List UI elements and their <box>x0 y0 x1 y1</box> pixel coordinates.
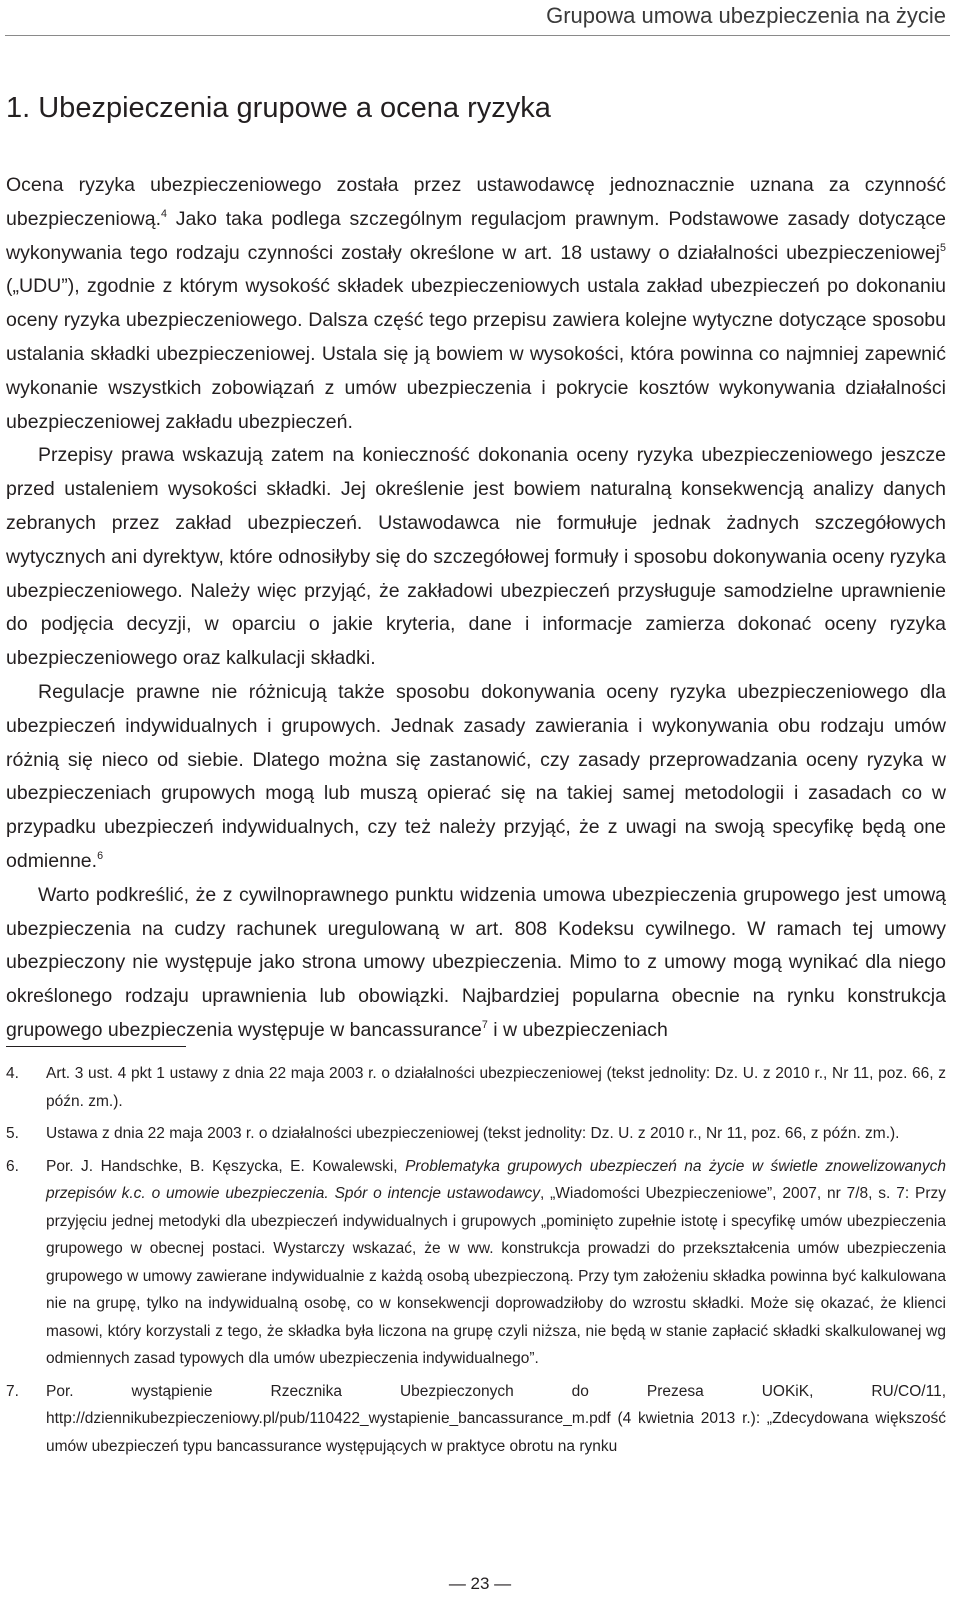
footnote-number: 4. <box>6 1065 19 1082</box>
footnote-text: Art. 3 ust. 4 pkt 1 ustawy z dnia 22 maja 2003 r. o działalności ubezpieczeniowej (tekst jednolity: Dz. U. z 2010 r., Nr 11, poz. 66, z późn. zm.). <box>46 1065 946 1110</box>
footnote-ref-5: 5 <box>940 241 946 254</box>
header-divider <box>5 35 950 36</box>
paragraph-1 <box>6 169 946 439</box>
footnote-separator <box>6 1046 186 1047</box>
footnote-4 <box>6 1060 946 1115</box>
footnote-6-pre: Por. J. Handschke, B. Kęszycka, E. Kowalewski, <box>46 1157 406 1175</box>
paragraph-1-text-a: Ocena ryzyka ubezpieczeniowego została przez ustawodawcę jednoznacznie uznana za czynność ubezpieczeniową. <box>6 174 946 230</box>
running-header-title: Grupowa umowa ubezpieczenia na życie <box>546 3 946 28</box>
footnote-text <box>46 1153 946 1373</box>
paragraph-4 <box>6 879 946 1048</box>
footnote-text: Por. wystąpienie Rzecznika Ubezpieczonych do Prezesa UOKiK, RU/CO/11, http://dziennikubezpieczeniowy.pl/pub/110422_wystapienie_bancassurance_m.pdf (4 kwietnia 2013 r.): „Zdecydowana większość umów ubezpieczeń typu bancassurance występujących w praktyce obrotu na rynku <box>46 1382 946 1455</box>
paragraph-3-text: Regulacje prawne nie różnicują także sposobu dokonywania oceny ryzyka ubezpieczeniowego dla ubezpieczeń indywidualnych i grupowych. Jednak zasady zawierania i wykonywania obu rodzaju umów różnią się nieco od siebie. Dlatego można się zastanowić, czy zasady przeprowadzania oceny ryzyka w ubezpieczeniach grupowych mogą lub muszą opierać się na takiej samej metodologii i zasadach co w przypadku ubezpieczeń indywidualnych, czy też należy przyjąć, że z uwagi na swoją specyfikę będą one odmienne. <box>6 680 946 872</box>
paragraph-1-text-c: („UDU”), zgodnie z którym wysokość składek ubezpieczeniowych ustala zakład ubezpieczeń po dokonaniu oceny ryzyka ubezpieczeniowego. Dalsza część tego przepisu zawiera kolejne wytyczne dotyczące sposobu ustalania składki ubezpieczeniowej. Ustala się ją bowiem w wysokości, która powinna co najmniej zapewnić wykonanie wszystkich zobowiązań z umów ubezpieczenia i pokrycie kosztów wykonywania działalności ubezpieczeniowej zakładu ubezpieczeń. <box>6 275 946 433</box>
paragraph-2: Przepisy prawa wskazują zatem na konieczność dokonania oceny ryzyka ubezpieczeniowego jeszcze przed ustaleniem wysokości składki. Jej określenie jest bowiem naturalną konsekwencją analizy danych zebranych przez zakład ubezpieczeń. Ustawodawca nie formułuje jednak żadnych szczegółowych wytycznych ani dyrektyw, które odnosiłyby się do szczegółowej formuły i sposobu dokonywania oceny ryzyka ubezpieczeniowego. Należy więc przyjąć, że zakładowi ubezpieczeń przysługuje samodzielne uprawnienie do podjęcia decyzji, w oparciu o jakie kryteria, dane i informacje zamierza dokonać oceny ryzyka ubezpieczeniowego oraz kalkulacji składki. <box>6 444 946 670</box>
footnote-6-post: , „Wiadomości Ubezpieczeniowe”, 2007, nr 7/8, s. 7: Przy przyjęciu jednej metodyki dla ubezpieczeń indywidualnych i grupowych „pominięto zupełnie istotę i specyfikę umów ubezpieczenia grupowego w obecnej postaci. Wystarczy wskazać, że w ww. konstrukcja prowadzi do przekształcenia umów ubezpieczenia grupowego w umowy zawierane indywidualnie z każdą osobą ubezpieczoną. Przy tym założeniu składka powinna być kalkulowana nie na grupę, tylko na indywidualną osobę, co w konsekwencji doprowadziłoby do wzrostu składki. Może się okazać, że klienci masowi, który korzystali z tego, że składka była liczona na grupę czyli niższa, nie będą w stanie zapłacić składki skalkulowanej wg odmiennych zasad typowych dla umów ubezpieczenia indywidualnego”. <box>46 1185 946 1367</box>
footnote-ref-6: 6 <box>97 849 104 862</box>
footnote-number: 7. <box>6 1382 19 1400</box>
paragraph-4-text-b: i w ubezpieczeniach <box>487 1018 668 1041</box>
body-text <box>6 169 946 1048</box>
footnote-6 <box>6 1153 946 1373</box>
page-number: — 23 — <box>448 1574 512 1593</box>
running-header <box>0 0 960 36</box>
footnote-number: 5. <box>6 1125 19 1142</box>
footnote-text: Ustawa z dnia 22 maja 2003 r. o działalności ubezpieczeniowej (tekst jednolity: Dz. U. z 2010 r., Nr 11, poz. 66, z późn. zm.). <box>46 1125 900 1142</box>
footnote-number: 6. <box>6 1157 19 1175</box>
paragraph-4-text-a: Warto podkreślić, że z cywilnoprawnego punktu widzenia umowa ubezpieczenia grupowego jest umową ubezpieczenia na cudzy rachunek uregulowaną w art. 808 Kodeksu cywilnego. W ramach tej umowy ubezpieczony nie występuje jako strona umowy ubezpieczenia. Mimo to z umowy mogą wynikać dla niego określonego rodzaju uprawnienia lub obowiązki. Najbardziej popularna obecnie na rynku konstrukcja grupowego ubezpieczenia występuje w bancassurance <box>6 883 946 1041</box>
footnote-ref-4: 4 <box>161 207 167 220</box>
paragraph-1-text-b: Jako taka podlega szczególnym regulacjom prawnym. Podstawowe zasady dotyczące wykonywania tego rodzaju czynności zostały określone w art. 18 ustawy o działalności ubezpieczeniowej <box>6 207 946 264</box>
paragraph-3 <box>6 676 946 879</box>
footnote-ref-7: 7 <box>481 1018 488 1031</box>
footnotes <box>6 1060 946 1465</box>
footnote-5 <box>6 1120 946 1148</box>
footnote-6-cited-title: Problematyka grupowych ubezpieczeń na życie w świetle znowelizowanych przepisów k.c. o umowie ubezpieczenia. Spór o intencje ustawodawcy <box>46 1157 946 1202</box>
section-title: 1. Ubezpieczenia grupowe a ocena ryzyka <box>6 92 551 124</box>
footnote-7 <box>6 1378 946 1461</box>
